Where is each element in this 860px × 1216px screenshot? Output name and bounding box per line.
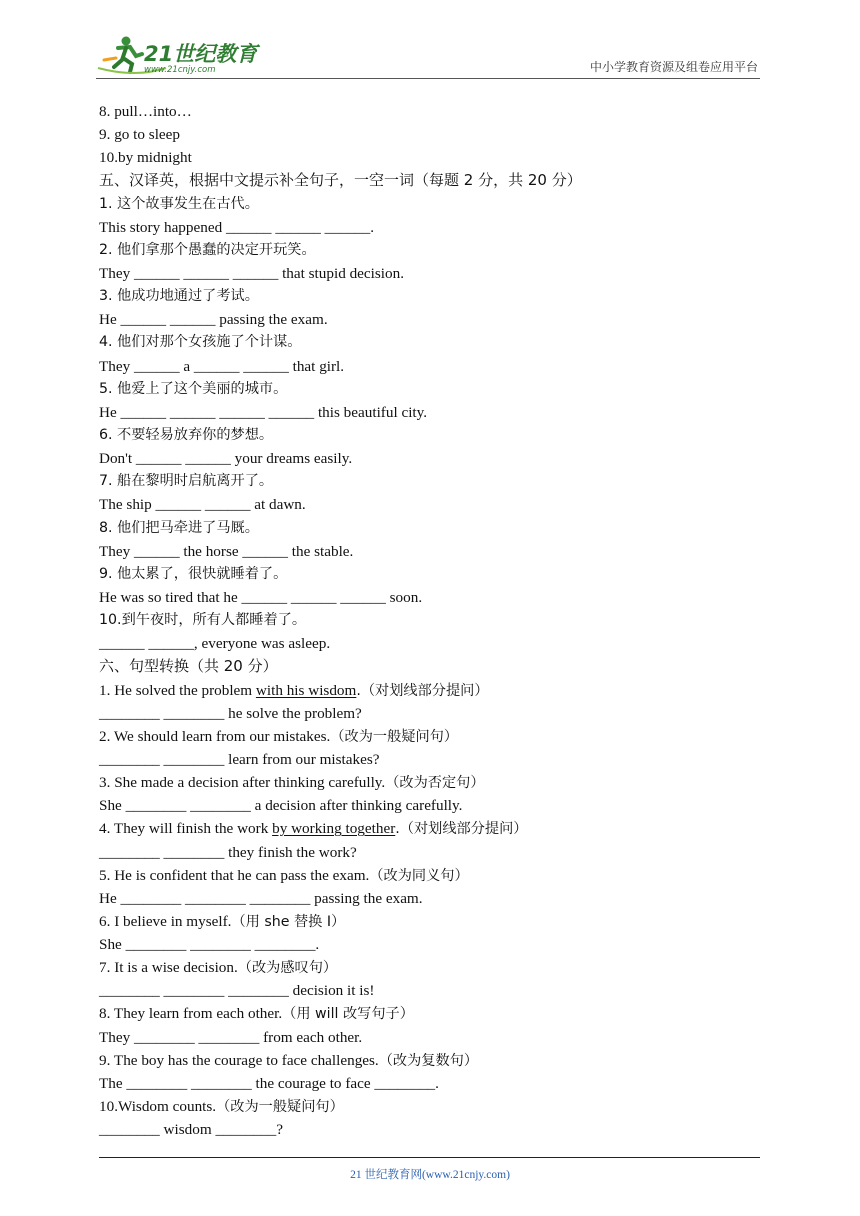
phrase-item: 10.by midnight	[99, 149, 192, 167]
question-prompt: 6. 不要轻易放弃你的梦想。	[99, 426, 274, 443]
section-heading: 五、汉译英，根据中文提示补全句子，一空一词（每题 2 分，共 20 分）	[99, 171, 582, 190]
answer-line: He ______ ______ passing the exam.	[99, 311, 328, 329]
question-prompt: 7. 船在黎明时启航离开了。	[99, 473, 274, 490]
phrase-item: 8. pull…into…	[99, 103, 192, 120]
page-header	[96, 30, 760, 79]
answer-line: The ________ ________ the courage to face ________.	[99, 1074, 439, 1092]
question-prompt: 1. He solved the problem with his wisdom.（对划线部分提问）	[99, 681, 489, 699]
footer-divider	[99, 1157, 760, 1158]
answer-line: He was so tired that he ______ ______ ______ soon.	[99, 588, 423, 606]
answer-line: ________ ________ they finish the work?	[99, 843, 357, 861]
answer-line: ________ ________ ________ decision it is!	[99, 982, 375, 1000]
answer-line: ________ ________ he solve the problem?	[99, 704, 362, 722]
answer-line: The ship ______ ______ at dawn.	[99, 496, 306, 514]
answer-line: She ________ ________ ________.	[99, 936, 320, 954]
section-heading: 六、句型转换（共 20 分）	[99, 657, 278, 676]
svg-text:www.21cnjy.com: www.21cnjy.com	[144, 65, 216, 75]
question-prompt: 5. He is confident that he can pass the exam.（改为同义句）	[99, 866, 469, 884]
question-prompt: 8. They learn from each other.（用 will 改写句子）	[99, 1005, 414, 1023]
answer-line: This story happened ______ ______ ______.	[99, 218, 375, 236]
page-footer: 21 世纪教育网(www.21cnjy.com)	[350, 1169, 510, 1181]
question-prompt: 8. 他们把马牵进了马厩。	[99, 519, 259, 536]
question-prompt: 1. 这个故事发生在古代。	[99, 195, 259, 212]
answer-line: Don't ______ ______ your dreams easily.	[99, 450, 353, 468]
platform-label: 中小学教育资源及组卷应用平台	[589, 60, 758, 74]
underlined-text: with his wisdom	[255, 681, 357, 699]
question-prompt: 2. 他们拿那个愚蠢的决定开玩笑。	[99, 241, 316, 258]
question-prompt: 9. The boy has the courage to face challenges.（改为复数句）	[99, 1051, 479, 1069]
svg-text:21世纪教育: 21世纪教育	[144, 42, 258, 66]
answer-line: She ________ ________ a decision after thinking carefully.	[99, 797, 463, 815]
underlined-text: by working together	[272, 820, 396, 838]
phrase-item: 9. go to sleep	[99, 126, 180, 144]
question-prompt: 3. 他成功地通过了考试。	[99, 288, 259, 305]
question-prompt: 5. 他爱上了这个美丽的城市。	[99, 380, 288, 397]
document-body	[99, 100, 759, 1141]
question-prompt: 6. I believe in myself.（用 she 替换 I）	[99, 912, 346, 930]
answer-line: They ________ ________ from each other.	[99, 1028, 363, 1046]
question-prompt: 4. 他们对那个女孩施了个计谋。	[99, 334, 302, 351]
question-prompt: 9. 他太累了，很快就睡着了。	[99, 565, 288, 582]
answer-line: They ______ a ______ ______ that girl.	[99, 357, 345, 375]
question-prompt: 2. We should learn from our mistakes.（改为一般疑问句）	[99, 727, 459, 745]
question-prompt: 7. It is a wise decision.（改为感叹句）	[99, 959, 338, 977]
answer-line: ________ wisdom ________?	[99, 1121, 283, 1139]
answer-line: ______ ______, everyone was asleep.	[99, 635, 331, 653]
question-prompt: 10.Wisdom counts.（改为一般疑问句）	[99, 1098, 344, 1116]
question-prompt: 10.到午夜时，所有人都睡着了。	[99, 612, 307, 629]
question-prompt: 4. They will finish the work by working together.（对划线部分提问）	[99, 820, 528, 838]
answer-line: ________ ________ learn from our mistakes?	[99, 750, 380, 768]
answer-line: They ______ the horse ______ the stable.	[99, 542, 354, 560]
site-logo	[96, 34, 266, 76]
answer-line: He ______ ______ ______ ______ this beautiful city.	[99, 403, 428, 421]
answer-line: He ________ ________ ________ passing the exam.	[99, 889, 423, 907]
answer-line: They ______ ______ ______ that stupid decision.	[99, 264, 404, 282]
question-prompt: 3. She made a decision after thinking carefully.（改为否定句）	[99, 774, 485, 792]
